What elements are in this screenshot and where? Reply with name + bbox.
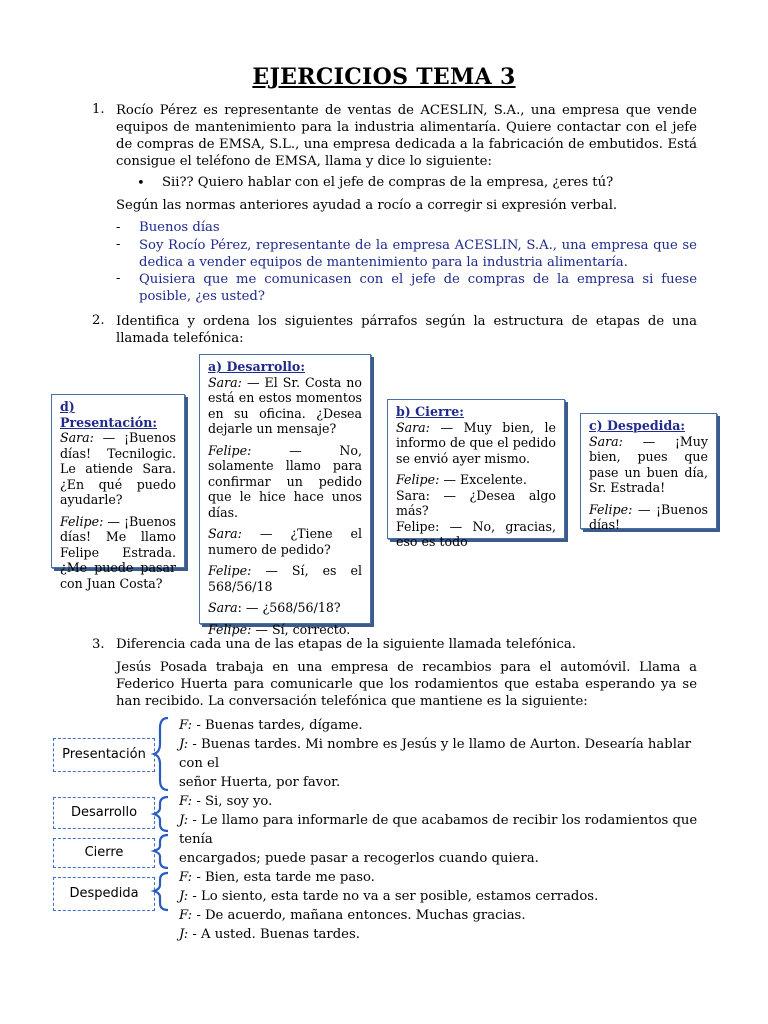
conversation (179, 716, 699, 944)
brace-cierre-icon (154, 835, 168, 868)
conv-line: J: - A usted. Buenas tardes. (179, 927, 360, 942)
q1-instruction: Según las normas anteriores ayudad a rocío a corregir si expresión verbal. (116, 198, 618, 213)
label-presentacion: Presentación (53, 738, 155, 772)
conv-line: F: - Si, soy yo. (179, 794, 273, 809)
conv-line: F: - De acuerdo, mañana entonces. Muchas gracias. (179, 908, 526, 923)
conv-line: encargados; puede pasar a recogerlos cuando quiera. (179, 851, 539, 866)
q1-answer-1: Buenos días (139, 220, 220, 235)
q1-answer-3: Quisiera que me comunicasen con el jefe de compras de la empresa si fuese posible, ¿es usted? (139, 272, 697, 304)
q2-number: 2. (92, 313, 105, 328)
conv-line: J: - Buenas tardes. Mi nombre es Jesús y le llamo de Aurton. Desearía hablar con el (179, 737, 692, 771)
q1-answer-2: Soy Rocío Pérez, representante de la empresa ACESLIN, S.A., una empresa que se dedica a vender equipos de mantenimiento para la industria alimentaría. (139, 238, 697, 270)
brace-despedida-icon (154, 873, 168, 910)
conv-line: J: - Le llamo para informarle de que acabamos de recibir los rodamientos que tenía (179, 813, 698, 847)
page-title: EJERCICIOS TEMA 3 (252, 64, 516, 90)
conv-line: F: - Bien, esta tarde me paso. (179, 870, 375, 885)
q1-text: Rocío Pérez es representante de ventas de ACESLIN, S.A., una empresa que vende equipos de mantenimiento para la industria alimentaría. Quiere contactar con el jefe de compras de EMSA, S.L., una empresa dedicada a la fabricación de embutidos. Está consigue el teléfono de EMSA, llama y dice lo siguiente: (116, 103, 697, 169)
q3-intro: Jesús Posada trabaja en una empresa de recambios para el automóvil. Llama a Federico Huerta para comunicarle que los rodamientos que estaba esperando ya se han recibido. La conversación telefónica que mantiene es la siguiente: (116, 660, 697, 709)
box-presentacion: d) Presentación: Sara: — ¡Buenos días! Tecnilogic. Le atiende Sara. ¿En qué puedo ayudarle? Felipe: — ¡Buenos días! Me llamo Felipe Estrada. ¿Me puede pasar con Juan Costa? (51, 394, 185, 568)
box-heading: b) Cierre: (396, 404, 464, 419)
brace-presentacion-icon (154, 718, 168, 790)
conv-line: señor Huerta, por favor. (179, 775, 341, 790)
q3-number: 3. (92, 637, 105, 652)
conv-line: J: - Lo siento, esta tarde no va a ser posible, estamos cerrados. (179, 889, 599, 904)
q3-text: Diferencia cada una de las etapas de la siguiente llamada telefónica. (116, 637, 576, 652)
label-cierre: Cierre (53, 838, 155, 868)
box-cierre: b) Cierre: Sara: — Muy bien, le informo de que el pedido se envió ayer mismo. Felipe: — Excelente. Sara: — ¿Desea algo más? Felipe: — No, gracias, eso es todo (387, 399, 565, 539)
brace-desarrollo-icon (154, 797, 168, 831)
conv-line: F: - Buenas tardes, dígame. (179, 718, 363, 733)
box-desarrollo: a) Desarrollo: Sara: — El Sr. Costa no está en estos momentos en su oficina. ¿Desea dejarle un mensaje? Felipe: — No, solamente llamo para confirmar un pedido que le hice hace unos días. Sara: — ¿Tiene el numero de pedido? Felipe: — Sí, es el 568/56/18 Sara: — ¿568/56/18? Felipe: — Sí, correcto. (199, 354, 371, 624)
bullet-icon: • (137, 176, 145, 191)
box-heading: c) Despedida: (589, 418, 686, 433)
q1-bullet: Sii?? Quiero hablar con el jefe de compras de la empresa, ¿eres tú? (162, 175, 614, 190)
braces-group (148, 714, 178, 914)
q2-text: Identifica y ordena los siguientes párrafos según la estructura de etapas de una llamada telefónica: (116, 314, 697, 346)
label-desarrollo: Desarrollo (53, 797, 155, 829)
label-despedida: Despedida (53, 877, 155, 911)
box-heading: a) Desarrollo: (208, 359, 305, 374)
box-despedida: c) Despedida: Sara: — ¡Muy bien, pues que pase un buen día, Sr. Estrada! Felipe: — ¡Buenos días! (580, 413, 717, 529)
box-heading: d) Presentación: (60, 399, 158, 430)
q1-number: 1. (92, 102, 105, 117)
